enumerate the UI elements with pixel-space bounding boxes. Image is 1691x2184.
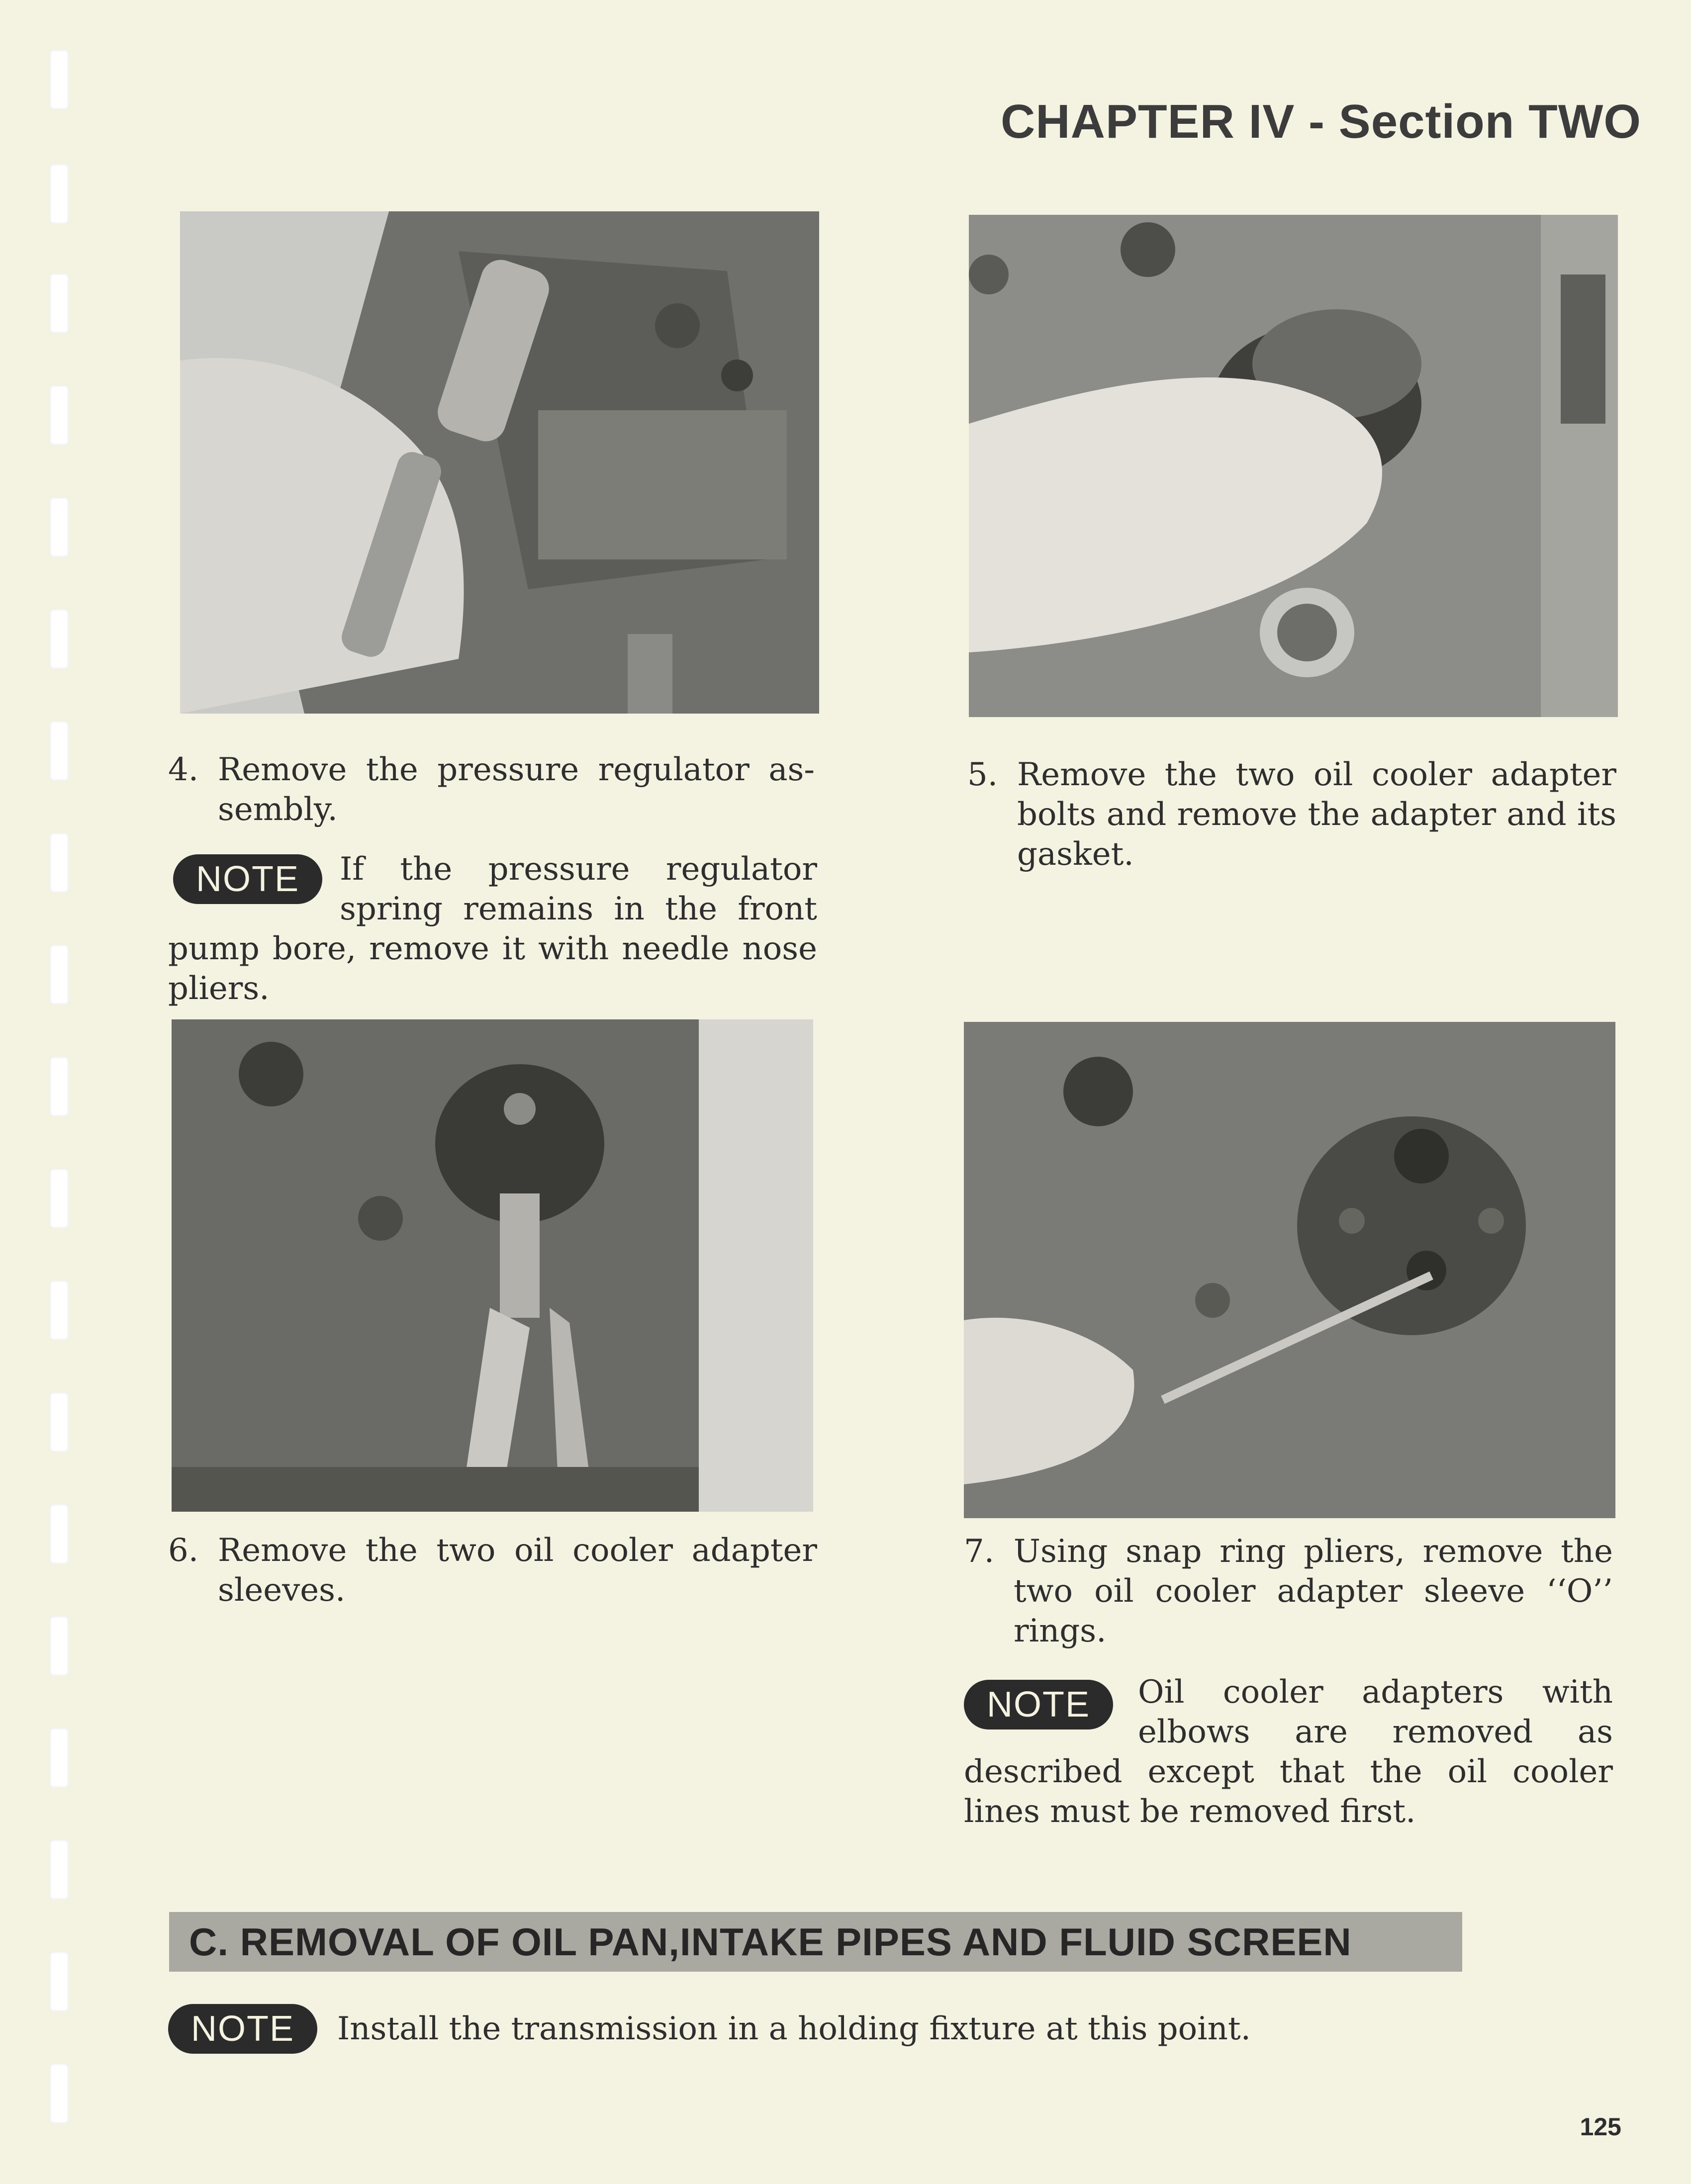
punch-hole xyxy=(50,2064,69,2123)
chapter-header: CHAPTER IV - Section TWO xyxy=(1000,95,1641,148)
punch-hole xyxy=(50,1392,69,1452)
step-number: 6. xyxy=(168,1532,199,1569)
punch-hole xyxy=(50,164,69,224)
step-text: Using snap ring pliers, remove the two oil cooler adapter sleeve ‘‘O’’ rings. xyxy=(1014,1533,1613,1649)
punch-hole xyxy=(50,609,69,669)
note-section-c xyxy=(337,2009,1481,2054)
page-number: 125 xyxy=(1580,2113,1621,2141)
step-text: Remove the pressure regulator as-sembly. xyxy=(218,751,815,828)
punch-hole xyxy=(50,1840,69,1900)
note-step4 xyxy=(168,849,817,1013)
punch-hole xyxy=(50,1616,69,1676)
note-text: If the pressure regulator spring remains in the front pump bore, remove it with needle nose pliers. xyxy=(168,851,817,1007)
step-text: Remove the two oil cooler adapter bolts and remove the adapter and its gasket. xyxy=(1017,756,1616,873)
step-6 xyxy=(168,1531,817,1615)
punch-hole xyxy=(50,1169,69,1228)
note-badge: NOTE xyxy=(168,2004,317,2054)
step-5 xyxy=(967,755,1616,879)
note-step7 xyxy=(964,1672,1613,1836)
punch-hole xyxy=(50,497,69,557)
punch-hole xyxy=(50,1057,69,1116)
photo-o-ring-removal xyxy=(964,1022,1615,1518)
photo-oil-cooler-adapter xyxy=(969,215,1618,717)
punch-hole xyxy=(50,1504,69,1564)
note-text: Install the transmission in a holding fixture at this point. xyxy=(337,2010,1251,2047)
punch-hole xyxy=(50,273,69,333)
step-number: 4. xyxy=(168,751,199,788)
punch-hole xyxy=(50,721,69,781)
photo-adapter-sleeves xyxy=(172,1019,813,1512)
punch-hole xyxy=(50,945,69,1004)
note-badge: NOTE xyxy=(964,1680,1113,1729)
punch-hole xyxy=(50,50,69,109)
step-text: Remove the two oil cooler adapter sleeves. xyxy=(218,1532,817,1609)
punch-hole xyxy=(50,1280,69,1340)
step-4 xyxy=(168,750,815,834)
punch-hole xyxy=(50,385,69,445)
punch-hole xyxy=(50,1728,69,1788)
section-heading: C. REMOVAL OF OIL PAN,INTAKE PIPES AND FLUID SCREEN xyxy=(169,1912,1462,1972)
note-badge: NOTE xyxy=(173,854,322,904)
step-7 xyxy=(964,1532,1613,1656)
note-text: Oil cooler adapters with elbows are removed as described except that the oil cooler lines must be removed first. xyxy=(964,1674,1613,1830)
photo-pressure-regulator xyxy=(180,211,819,714)
step-number: 7. xyxy=(964,1533,995,1570)
punch-hole xyxy=(50,833,69,893)
punch-hole xyxy=(50,1952,69,2011)
step-number: 5. xyxy=(967,756,998,793)
